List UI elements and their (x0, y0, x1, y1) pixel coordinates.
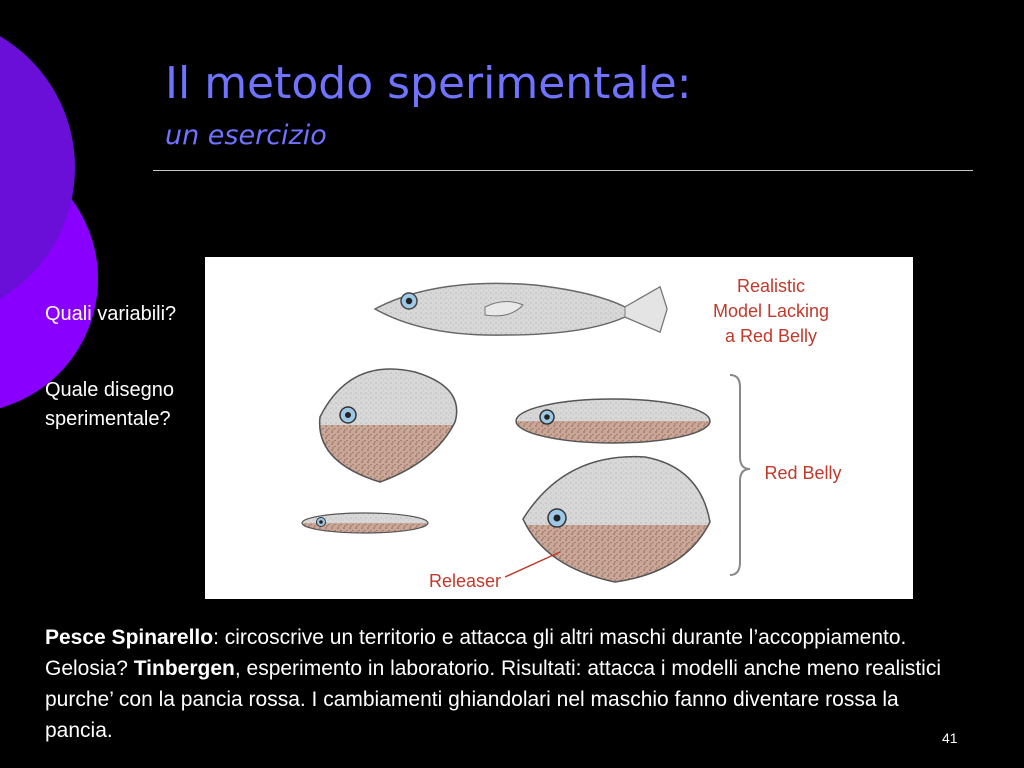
caption-text-2: , esperimento in laboratorio. Risultati: attacca i modelli anche meno realistici purche’ con la pancia rossa. I cambiamenti ghiandolari nel maschio fanno diventare rossa la pancia. (45, 657, 942, 742)
slide-subtitle: un esercizio (165, 120, 327, 151)
stickleback-models-figure (205, 257, 913, 599)
slide-caption (45, 622, 945, 746)
thin-model-red-belly (300, 512, 430, 534)
elongated-model-red-belly (510, 397, 720, 447)
question-design: Quale disegno sperimentale? (45, 379, 174, 430)
term-tinbergen: Tinbergen (133, 657, 235, 680)
large-model-red-belly (515, 447, 715, 595)
diamond-model-red-belly (305, 357, 475, 495)
label-realistic-line1: Realistic (736, 276, 806, 296)
page-number: 41 (942, 730, 958, 746)
title-divider (153, 170, 973, 171)
label-red-belly: Red Belly (764, 463, 842, 483)
slide-title: Il metodo sperimentale: (165, 58, 692, 109)
realistic-fish-model (375, 283, 667, 335)
question-variables: Quali variabili? (45, 303, 177, 325)
red-belly-bracket (730, 375, 750, 575)
caption-text-1: : circoscrive un territorio e attacca gli altri maschi durante l’accoppiamento. Gelosia? (45, 626, 907, 680)
term-pesce-spinarello: Pesce Spinarello (45, 626, 214, 649)
label-realistic-line2: Model Lacking (712, 301, 830, 321)
label-releaser: Releaser (428, 571, 502, 591)
releaser-pointer (505, 552, 560, 577)
models-illustration (205, 257, 913, 599)
label-realistic-line3: a Red Belly (724, 326, 818, 346)
